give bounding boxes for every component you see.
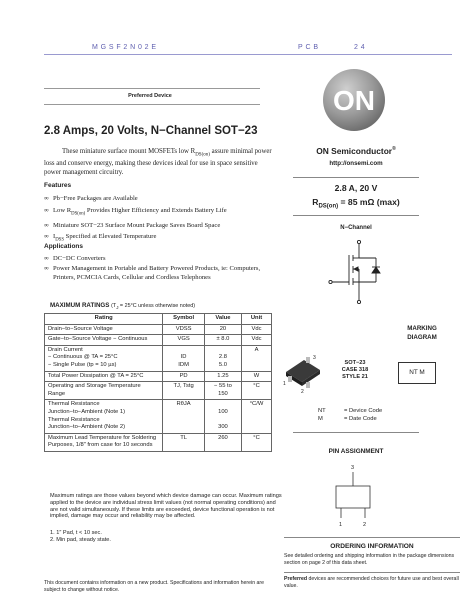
cell-symbol: RθJA	[163, 400, 204, 433]
bullet-icon: ∞	[44, 206, 49, 214]
svg-text:3: 3	[351, 465, 355, 471]
cell-value: 1.25	[204, 371, 241, 382]
divider	[284, 572, 460, 573]
marking-legend	[318, 408, 382, 423]
cell-rating: Gate−to−Source Voltage − Continuous	[45, 335, 163, 346]
on-semiconductor-logo	[322, 68, 386, 132]
table-row	[45, 382, 272, 400]
svg-text:2: 2	[301, 389, 304, 394]
spec-rds-on: $R_{DS(on)} = 85$ mΩ (max)	[312, 197, 400, 210]
ordering-heading: ORDERING INFORMATION	[330, 543, 414, 550]
cell-unit: °C/W	[242, 400, 272, 433]
feature-item: ∞ Pb−Free Packages are Available	[44, 193, 280, 205]
note-item: 2. Min pad, steady state.	[50, 537, 111, 543]
cell-unit: °C	[242, 382, 272, 400]
cell-rating: Drain Current − Continuous @ TA = 25°C − Single Pulse (tp = 10 µs)	[45, 345, 163, 371]
legend-item: M = Date Code	[318, 415, 377, 422]
cell-unit: Vdc	[242, 324, 272, 335]
n-channel-mosfet-symbol	[326, 238, 396, 306]
cell-rating: Thermal Resistance Junction−to−Ambient (Note 1) Thermal Resistance Junction−to−Ambient (Note 2)	[45, 400, 163, 433]
svg-text:1: 1	[339, 522, 343, 528]
applications-list	[44, 254, 282, 283]
marking-box	[398, 362, 436, 384]
header-rule	[44, 54, 452, 55]
table-row	[45, 433, 272, 451]
cell-rating: Maximum Lead Temperature for Soldering Purposes, 1/8″ from case for 10 seconds	[45, 433, 163, 451]
table-row	[45, 400, 272, 433]
table-row	[45, 335, 272, 346]
cell-symbol: ID IDM	[163, 345, 204, 371]
svg-text:2: 2	[363, 522, 367, 528]
svg-text:3: 3	[313, 355, 316, 361]
cell-unit: °C	[242, 433, 272, 451]
cell-value: 2.8 5.0	[204, 345, 241, 371]
table-row	[45, 324, 272, 335]
col-header-symbol: Symbol	[163, 314, 204, 325]
features-heading: Features	[44, 182, 72, 189]
cell-value: 260	[204, 433, 241, 451]
svg-text:1: 1	[283, 381, 286, 387]
max-ratings-footnote: Maximum ratings are those values beyond which device damage can occur. Maximum ratings applied to the device are individual stress limit values (not normal operating conditions) and are not valid simultaneously. If these limits are exceeded, device functional operation is not implied, damage may occur and reliability may be affected.	[50, 493, 282, 520]
col-header-rating: Rating	[45, 314, 163, 325]
pin-assignment-heading: PIN ASSIGNMENT	[328, 448, 384, 455]
bullet-icon: ∞	[44, 264, 49, 272]
col-header-unit: Unit	[242, 314, 272, 325]
cell-symbol: VDSS	[163, 324, 204, 335]
col-header-value: Value	[204, 314, 241, 325]
divider	[293, 215, 419, 216]
cell-symbol: TJ, Tstg	[163, 382, 204, 400]
bullet-icon: ∞	[44, 195, 49, 202]
header-section: PCB	[298, 44, 321, 51]
spec-current-voltage: 2.8 A, 20 V	[334, 183, 378, 193]
application-item: ∞ Power Management in Portable and Battery Powered Products, ie: Computers, Printers, PCMCIA Cards, Cellular and Cordless Telephones	[44, 264, 261, 282]
marking-diagram-heading: MARKING DIAGRAM	[407, 325, 437, 341]
cell-symbol: PD	[163, 371, 204, 382]
cell-unit: A	[242, 345, 272, 371]
feature-item: ∞ $I_{DSS}$ Specified at Elevated Temperature	[44, 233, 157, 243]
cell-symbol: VGS	[163, 335, 204, 346]
cell-value: ± 8.0	[204, 335, 241, 346]
cell-symbol: TL	[163, 433, 204, 451]
cell-rating: Total Power Dissipation @ TA = 25°C	[45, 371, 163, 382]
feature-item: ∞ Low $R_{DS(on)}$ Provides Higher Efficiency and Extends Battery Life	[44, 206, 227, 216]
divider	[44, 88, 260, 89]
divider	[284, 537, 460, 538]
preferred-note: Preferred devices are recommended choices for future use and best overall value.	[284, 576, 459, 589]
header-page-number: 24	[354, 44, 368, 51]
company-url[interactable]: http://onsemi.com	[329, 160, 383, 167]
page-title: 2.8 Amps, 20 Volts, N−Channel SOT−23	[44, 125, 258, 137]
cell-value: 100 300	[204, 400, 241, 433]
bullet-icon: ∞	[44, 233, 49, 241]
cell-value: 20	[204, 324, 241, 335]
preferred-device-label: Preferred Device	[128, 93, 172, 99]
feature-item: ∞ Miniature SOT−23 Surface Mount Package Saves Board Space	[44, 220, 280, 232]
marking-code: NT M	[409, 369, 425, 376]
applications-heading: Applications	[44, 243, 84, 250]
sot23-package-image	[282, 352, 326, 394]
schematic-label: N−Channel	[340, 225, 372, 231]
logo-text: ON	[333, 85, 375, 116]
cell-value: − 55 to 150	[204, 382, 241, 400]
divider	[293, 177, 419, 178]
ordering-text: See detailed ordering and shipping information in the package dimensions section on page 2 of this data sheet.	[284, 553, 455, 566]
cell-unit: Vdc	[242, 335, 272, 346]
intro-paragraph: These miniature surface mount MOSFETs low $R_{DS(on)}$ assure minimal power loss and conserve energy, making these devices ideal for use in space sensitive power management circuitry.	[44, 148, 272, 176]
divider	[44, 104, 260, 105]
features-list	[44, 193, 280, 246]
table-row	[45, 371, 272, 382]
max-ratings-table	[44, 313, 272, 452]
package-info: SOT−23 CASE 318 STYLE 21	[341, 360, 369, 380]
divider	[293, 432, 419, 433]
disclaimer-text: This document contains information on a new product. Specifications and information herein are subject to change without notice.	[44, 580, 265, 593]
notes-list	[50, 530, 111, 544]
max-ratings-heading: MAXIMUM RATINGS ($T_J = 25^\circ C$ unless otherwise noted)	[50, 302, 196, 311]
bullet-icon: ∞	[44, 255, 49, 262]
legend-item: NT = Device Code	[318, 408, 383, 414]
table-row	[45, 345, 272, 371]
cell-unit: W	[242, 371, 272, 382]
pin-assignment-diagram	[324, 462, 384, 532]
company-name: ON Semiconductor®	[316, 146, 396, 156]
header-part-number: MGSF2N02E	[92, 44, 159, 51]
application-item: ∞ DC−DC Converters	[44, 255, 106, 262]
cell-rating: Operating and Storage Temperature Range	[45, 382, 163, 400]
cell-rating: Drain−to−Source Voltage	[45, 324, 163, 335]
note-item: 1. 1″ Pad, t < 10 sec.	[50, 530, 102, 536]
bullet-icon: ∞	[44, 221, 49, 229]
